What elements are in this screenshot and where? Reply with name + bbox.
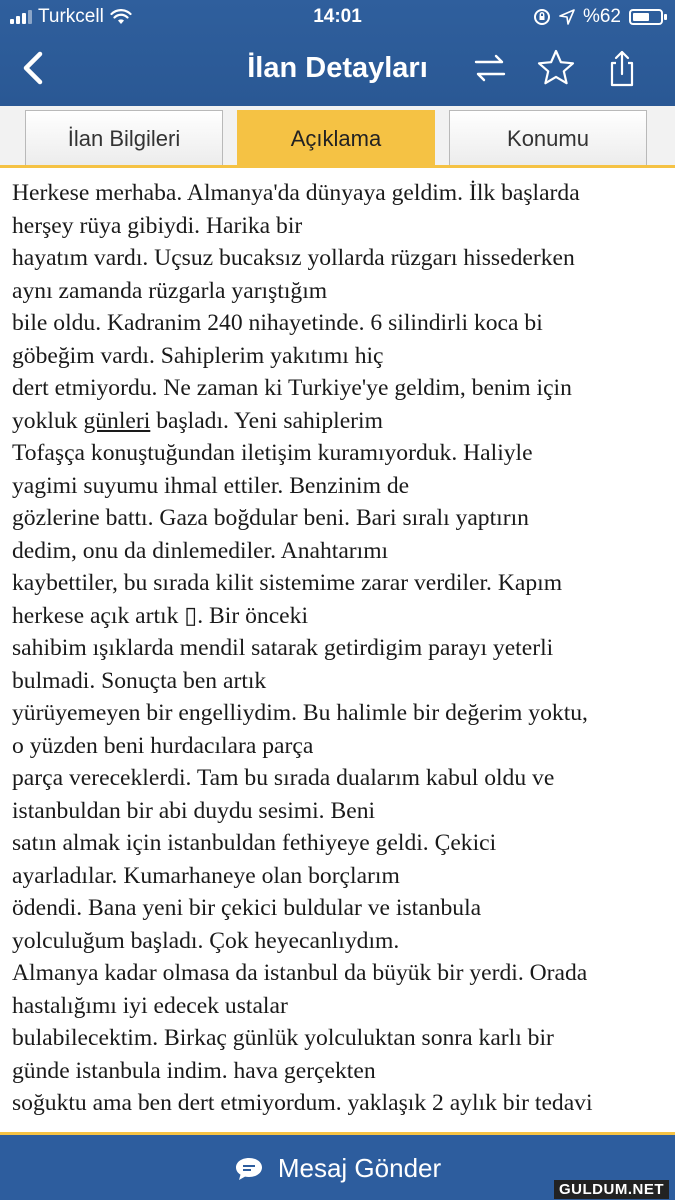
description-line: sahibim ışıklarda mendil satarak getirdigim parayı yeterli [12, 635, 554, 661]
description-line: Almanya kadar olmasa da istanbul da büyük bir yerdi. Orada [12, 960, 588, 986]
description-line: satın almak için istanbuldan fethiyeye geldi. Çekici [12, 830, 497, 856]
description-line: herkese açık artık ▯. Bir önceki [12, 602, 308, 629]
description-line: hayatım vardı. Uçsuz bucaksız yollarda rüzgarı hissederken [12, 245, 575, 271]
compare-arrows-icon[interactable] [470, 48, 510, 88]
rotation-lock-icon [533, 8, 551, 26]
favorite-star-icon[interactable] [536, 48, 576, 88]
description-line: Herkese merhaba. Almanya'da dünyaya geldim. İlk başlarda [12, 180, 580, 206]
tab-aciklama[interactable]: Açıklama [237, 110, 435, 165]
description-line: yokluk günleri başladı. Yeni sahiplerim [12, 407, 383, 434]
description-line: kaybettiler, bu sırada kilit sistemime zarar verdiler. Kapım [12, 570, 563, 596]
description-line: yagimi suyumu ihmal ettiler. Benzinim de [12, 472, 410, 499]
description-line: bulmadi. Sonuçta ben artık [12, 667, 267, 694]
description-line: soğuktu ama ben dert etmiyordum. yaklaşık 2 aylık bir tedavi [12, 1090, 593, 1116]
description-line: gözlerine battı. Gaza boğdular beni. Bari sıralı yaptırın [12, 505, 529, 531]
share-icon[interactable] [602, 48, 642, 88]
description-line: göbeğim vardı. Sahiplerim yakıtımı hiç [12, 342, 384, 369]
location-arrow-icon [559, 9, 575, 25]
description-line: Tofaşça konuştuğundan iletişim kuramıyorduk. Haliyle [12, 440, 533, 466]
description-line: ödendi. Bana yeni bir çekici buldular ve istanbula [12, 895, 482, 921]
send-message-label: Mesaj Gönder [277, 1153, 442, 1183]
description-text [0, 171, 675, 1132]
description-line: bulabilecektim. Birkaç günlük yolculuktan sonra karlı bir [12, 1025, 554, 1051]
status-bar [0, 0, 675, 34]
description-line: parça vereceklerdi. Tam bu sırada dualarım kabul oldu ve [12, 765, 555, 791]
battery-percent: %62 [582, 6, 621, 27]
description-line: ayarladılar. Kumarhaneye olan borçlarım [12, 862, 400, 889]
carrier-name: Turkcell [38, 6, 104, 27]
description-line: herşey rüya gibiydi. Harika bir [12, 212, 303, 239]
description-line: o yüzden beni hurdacılara parça [12, 732, 314, 759]
chat-bubble-icon [234, 1156, 264, 1182]
battery-icon [629, 9, 663, 25]
tab-konumu[interactable]: Konumu [449, 110, 647, 165]
description-line: dert etmiyordu. Ne zaman ki Turkiye'ye geldim, benim için [12, 375, 572, 401]
description-line: günde istanbula indim. hava gerçekten [12, 1057, 376, 1084]
description-line: dedim, onu da dinlemediler. Anahtarımı [12, 537, 389, 564]
battery-fill [633, 13, 649, 21]
page-title: İlan Detayları [247, 52, 428, 84]
description-line: bile oldu. Kadranim 240 nihayetinde. 6 silindirli koca bi [12, 310, 543, 336]
tab-ilan-bilgileri[interactable]: İlan Bilgileri [25, 110, 223, 165]
tab-bar [0, 106, 675, 168]
description-line: hastalığımı iyi edecek ustalar [12, 992, 288, 1019]
description-line: istanbuldan bir abi duydu sesimi. Beni [12, 797, 376, 824]
description-line: yürüyemeyen bir engelliydim. Bu halimle bir değerim yoktu, [12, 700, 588, 726]
description-line: aynı zamanda rüzgarla yarıştığım [12, 277, 328, 304]
status-indicators [533, 6, 663, 28]
description-line: yolculuğum başladı. Çok heyecanlıydım. [12, 927, 400, 954]
underlined-word: günleri [83, 407, 151, 434]
status-time: 14:01 [313, 6, 362, 27]
watermark: GULDUM.NET [554, 1180, 669, 1199]
app-header [0, 0, 675, 106]
